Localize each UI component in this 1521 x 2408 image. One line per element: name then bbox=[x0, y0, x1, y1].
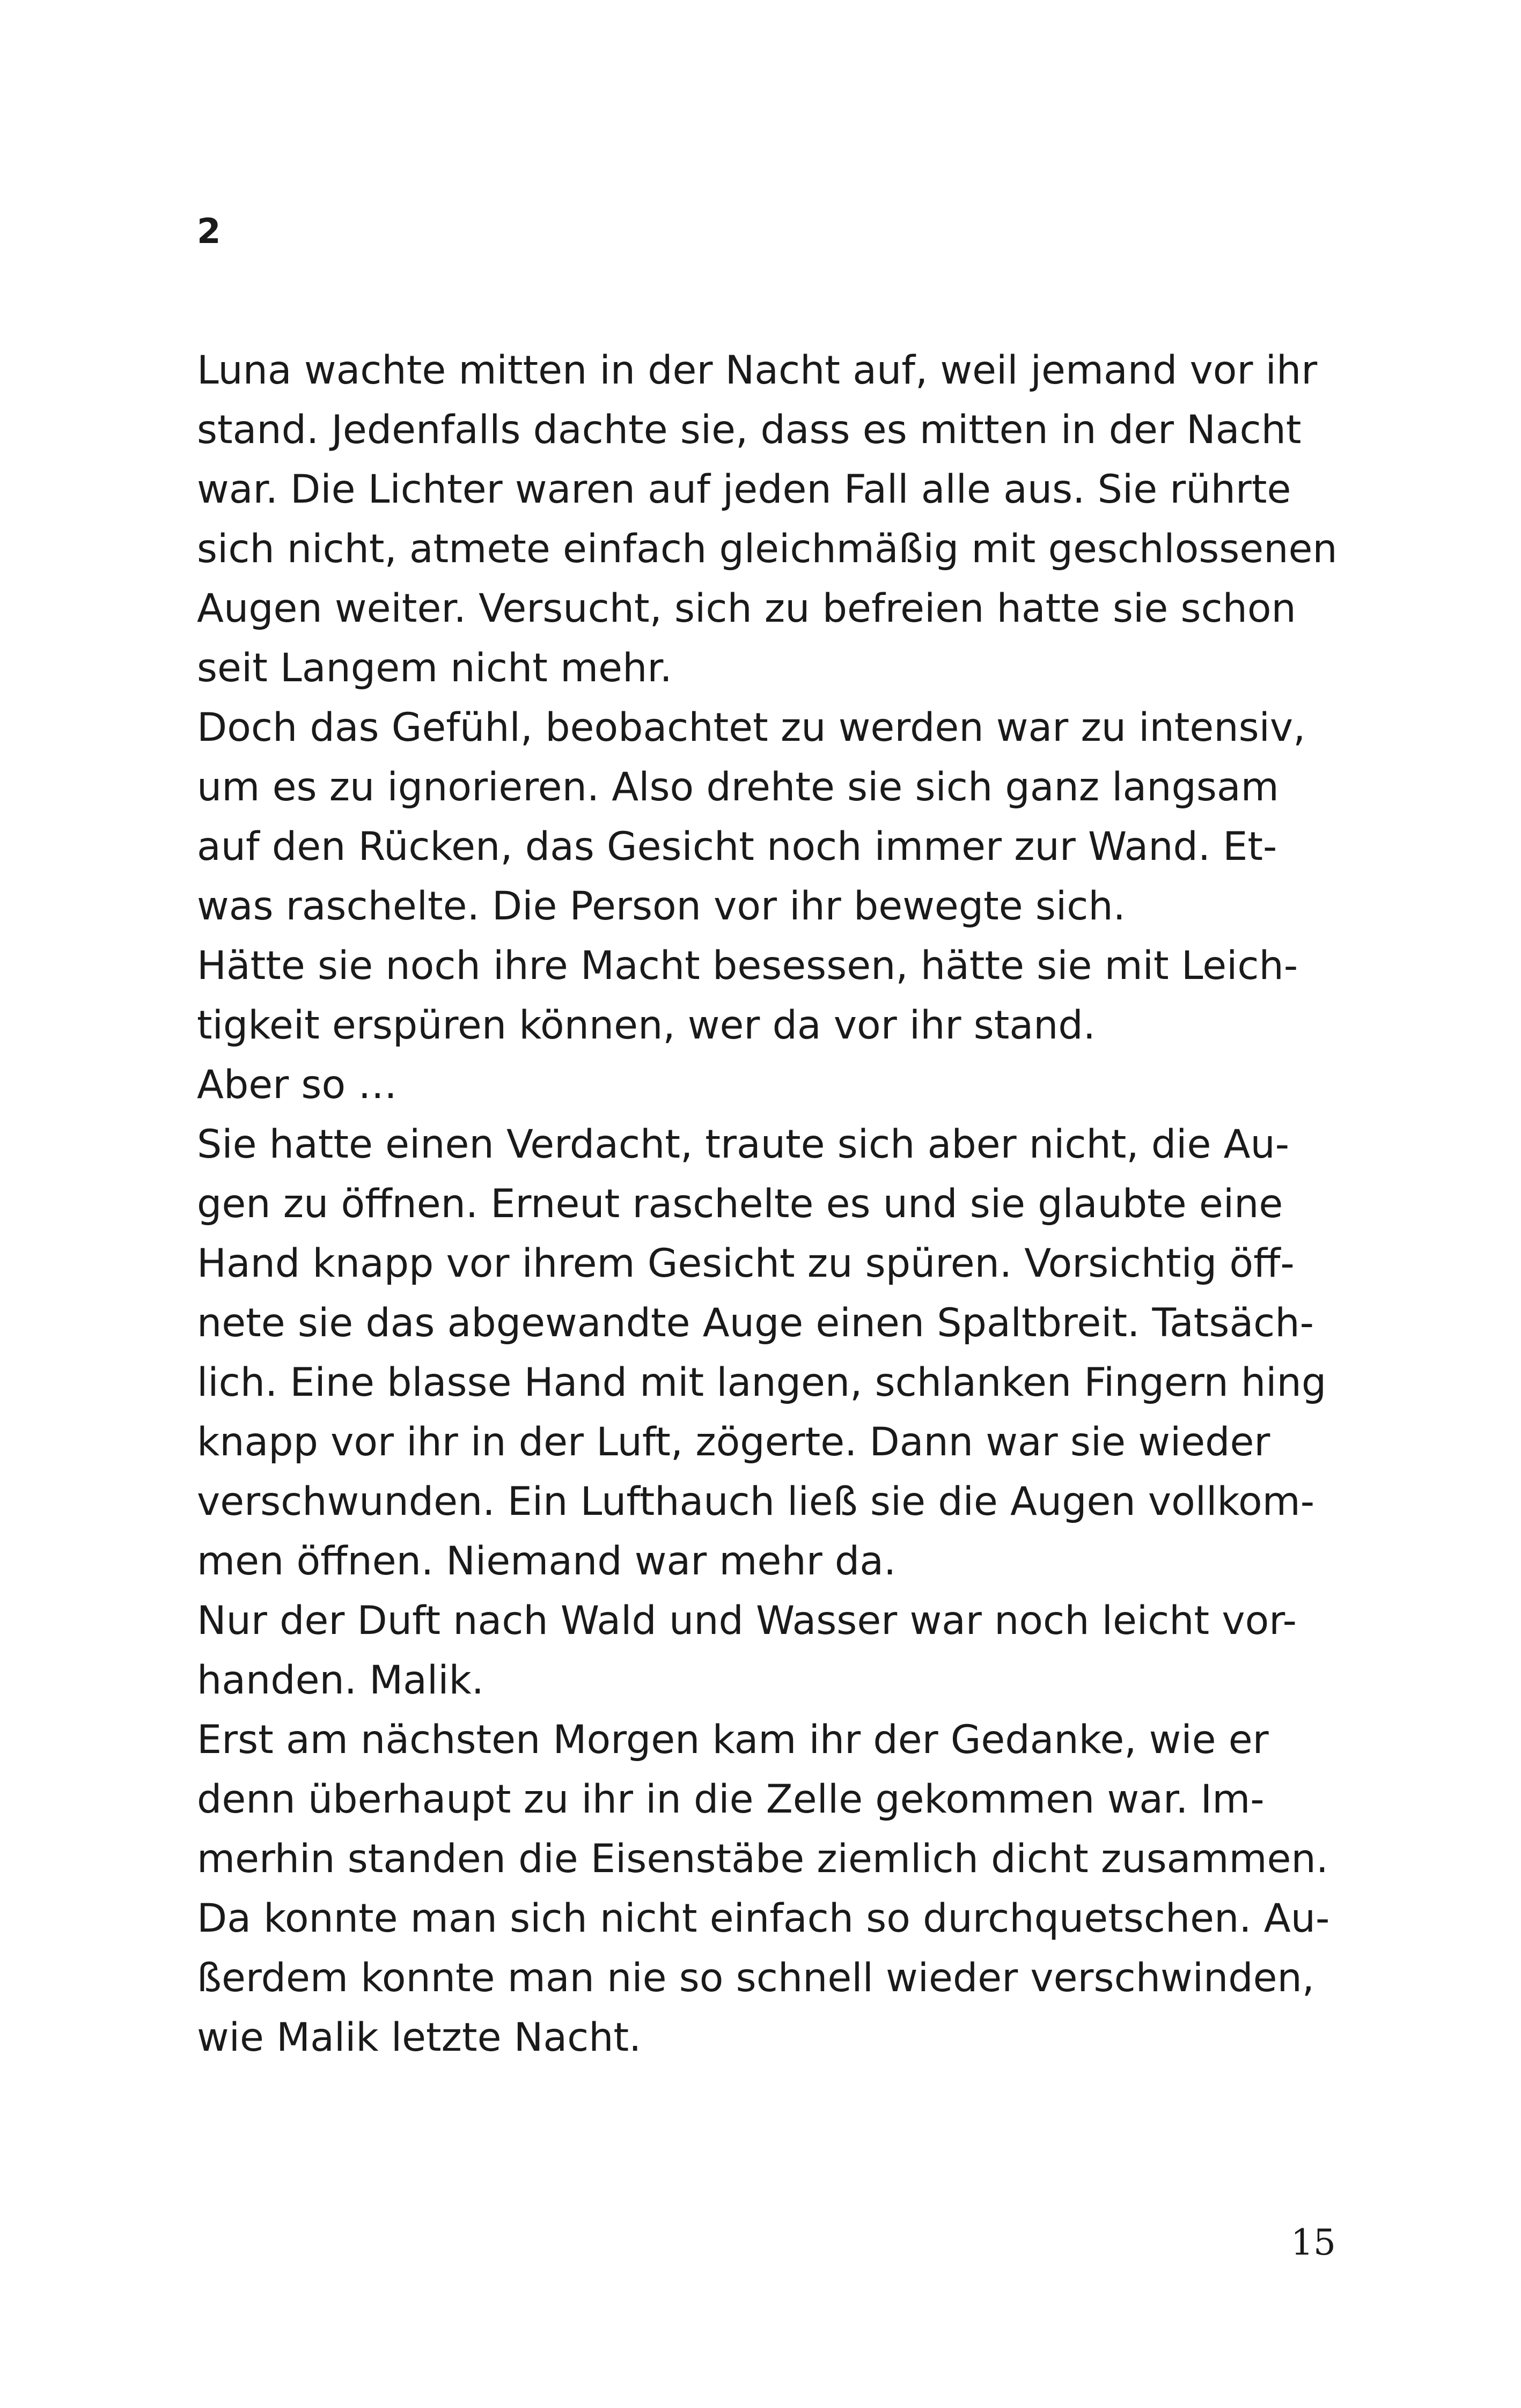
text-line: Da konnte man sich nicht einfach so durchquetschen. Au- bbox=[197, 1896, 1330, 1941]
text-line: ßerdem konnte man nie so schnell wieder verschwinden, bbox=[197, 1955, 1314, 2001]
text-line: stand. Jedenfalls dachte sie, dass es mitten in der Nacht bbox=[197, 407, 1302, 453]
text-line: verschwunden. Ein Lufthauch ließ sie die Augen vollkom- bbox=[197, 1479, 1315, 1525]
text-line: Hand knapp vor ihrem Gesicht zu spüren. Vorsichtig öff- bbox=[197, 1241, 1295, 1286]
text-line: denn überhaupt zu ihr in die Zelle gekommen war. Im- bbox=[197, 1777, 1265, 1822]
text-line: handen. Malik. bbox=[197, 1658, 484, 1703]
text-line: Nur der Duft nach Wald und Wasser war noch leicht vor- bbox=[197, 1598, 1297, 1644]
text-line: seit Langem nicht mehr. bbox=[197, 645, 672, 691]
text-line: Aber so … bbox=[197, 1062, 398, 1108]
text-line: sich nicht, atmete einfach gleichmäßig mit geschlossenen bbox=[197, 526, 1338, 572]
text-line: Erst am nächsten Morgen kam ihr der Gedanke, wie er bbox=[197, 1717, 1269, 1763]
text-line: Luna wachte mitten in der Nacht auf, weil jemand vor ihr bbox=[197, 348, 1318, 393]
chapter-number: 2 bbox=[197, 212, 221, 252]
text-line: men öffnen. Niemand war mehr da. bbox=[197, 1538, 897, 1584]
text-line: Sie hatte einen Verdacht, traute sich aber nicht, die Au- bbox=[197, 1122, 1290, 1167]
text-line: war. Die Lichter waren auf jeden Fall alle aus. Sie rührte bbox=[197, 467, 1291, 512]
text-line: auf den Rücken, das Gesicht noch immer zur Wand. Et- bbox=[197, 824, 1277, 870]
text-line: um es zu ignorieren. Also drehte sie sich ganz langsam bbox=[197, 764, 1279, 810]
page-number: 15 bbox=[1291, 2222, 1336, 2263]
text-line: gen zu öffnen. Erneut raschelte es und sie glaubte eine bbox=[197, 1181, 1283, 1227]
text-line: nete sie das abgewandte Auge einen Spaltbreit. Tatsäch- bbox=[197, 1300, 1314, 1346]
text-line: merhin standen die Eisenstäbe ziemlich dicht zusammen. bbox=[197, 1836, 1328, 1882]
body-text bbox=[197, 341, 1345, 2067]
text-line: Augen weiter. Versucht, sich zu befreien hatte sie schon bbox=[197, 586, 1296, 631]
text-line: Hätte sie noch ihre Macht besessen, hätte sie mit Leich- bbox=[197, 943, 1298, 989]
text-line: tigkeit erspüren können, wer da vor ihr stand. bbox=[197, 1003, 1096, 1048]
text-line: wie Malik letzte Nacht. bbox=[197, 2015, 642, 2060]
text-line: lich. Eine blasse Hand mit langen, schlanken Fingern hing bbox=[197, 1360, 1327, 1405]
text-line: knapp vor ihr in der Luft, zögerte. Dann war sie wieder bbox=[197, 1419, 1270, 1465]
text-line: was raschelte. Die Person vor ihr bewegte sich. bbox=[197, 883, 1126, 929]
text-line: Doch das Gefühl, beobachtet zu werden war zu intensiv, bbox=[197, 705, 1306, 750]
